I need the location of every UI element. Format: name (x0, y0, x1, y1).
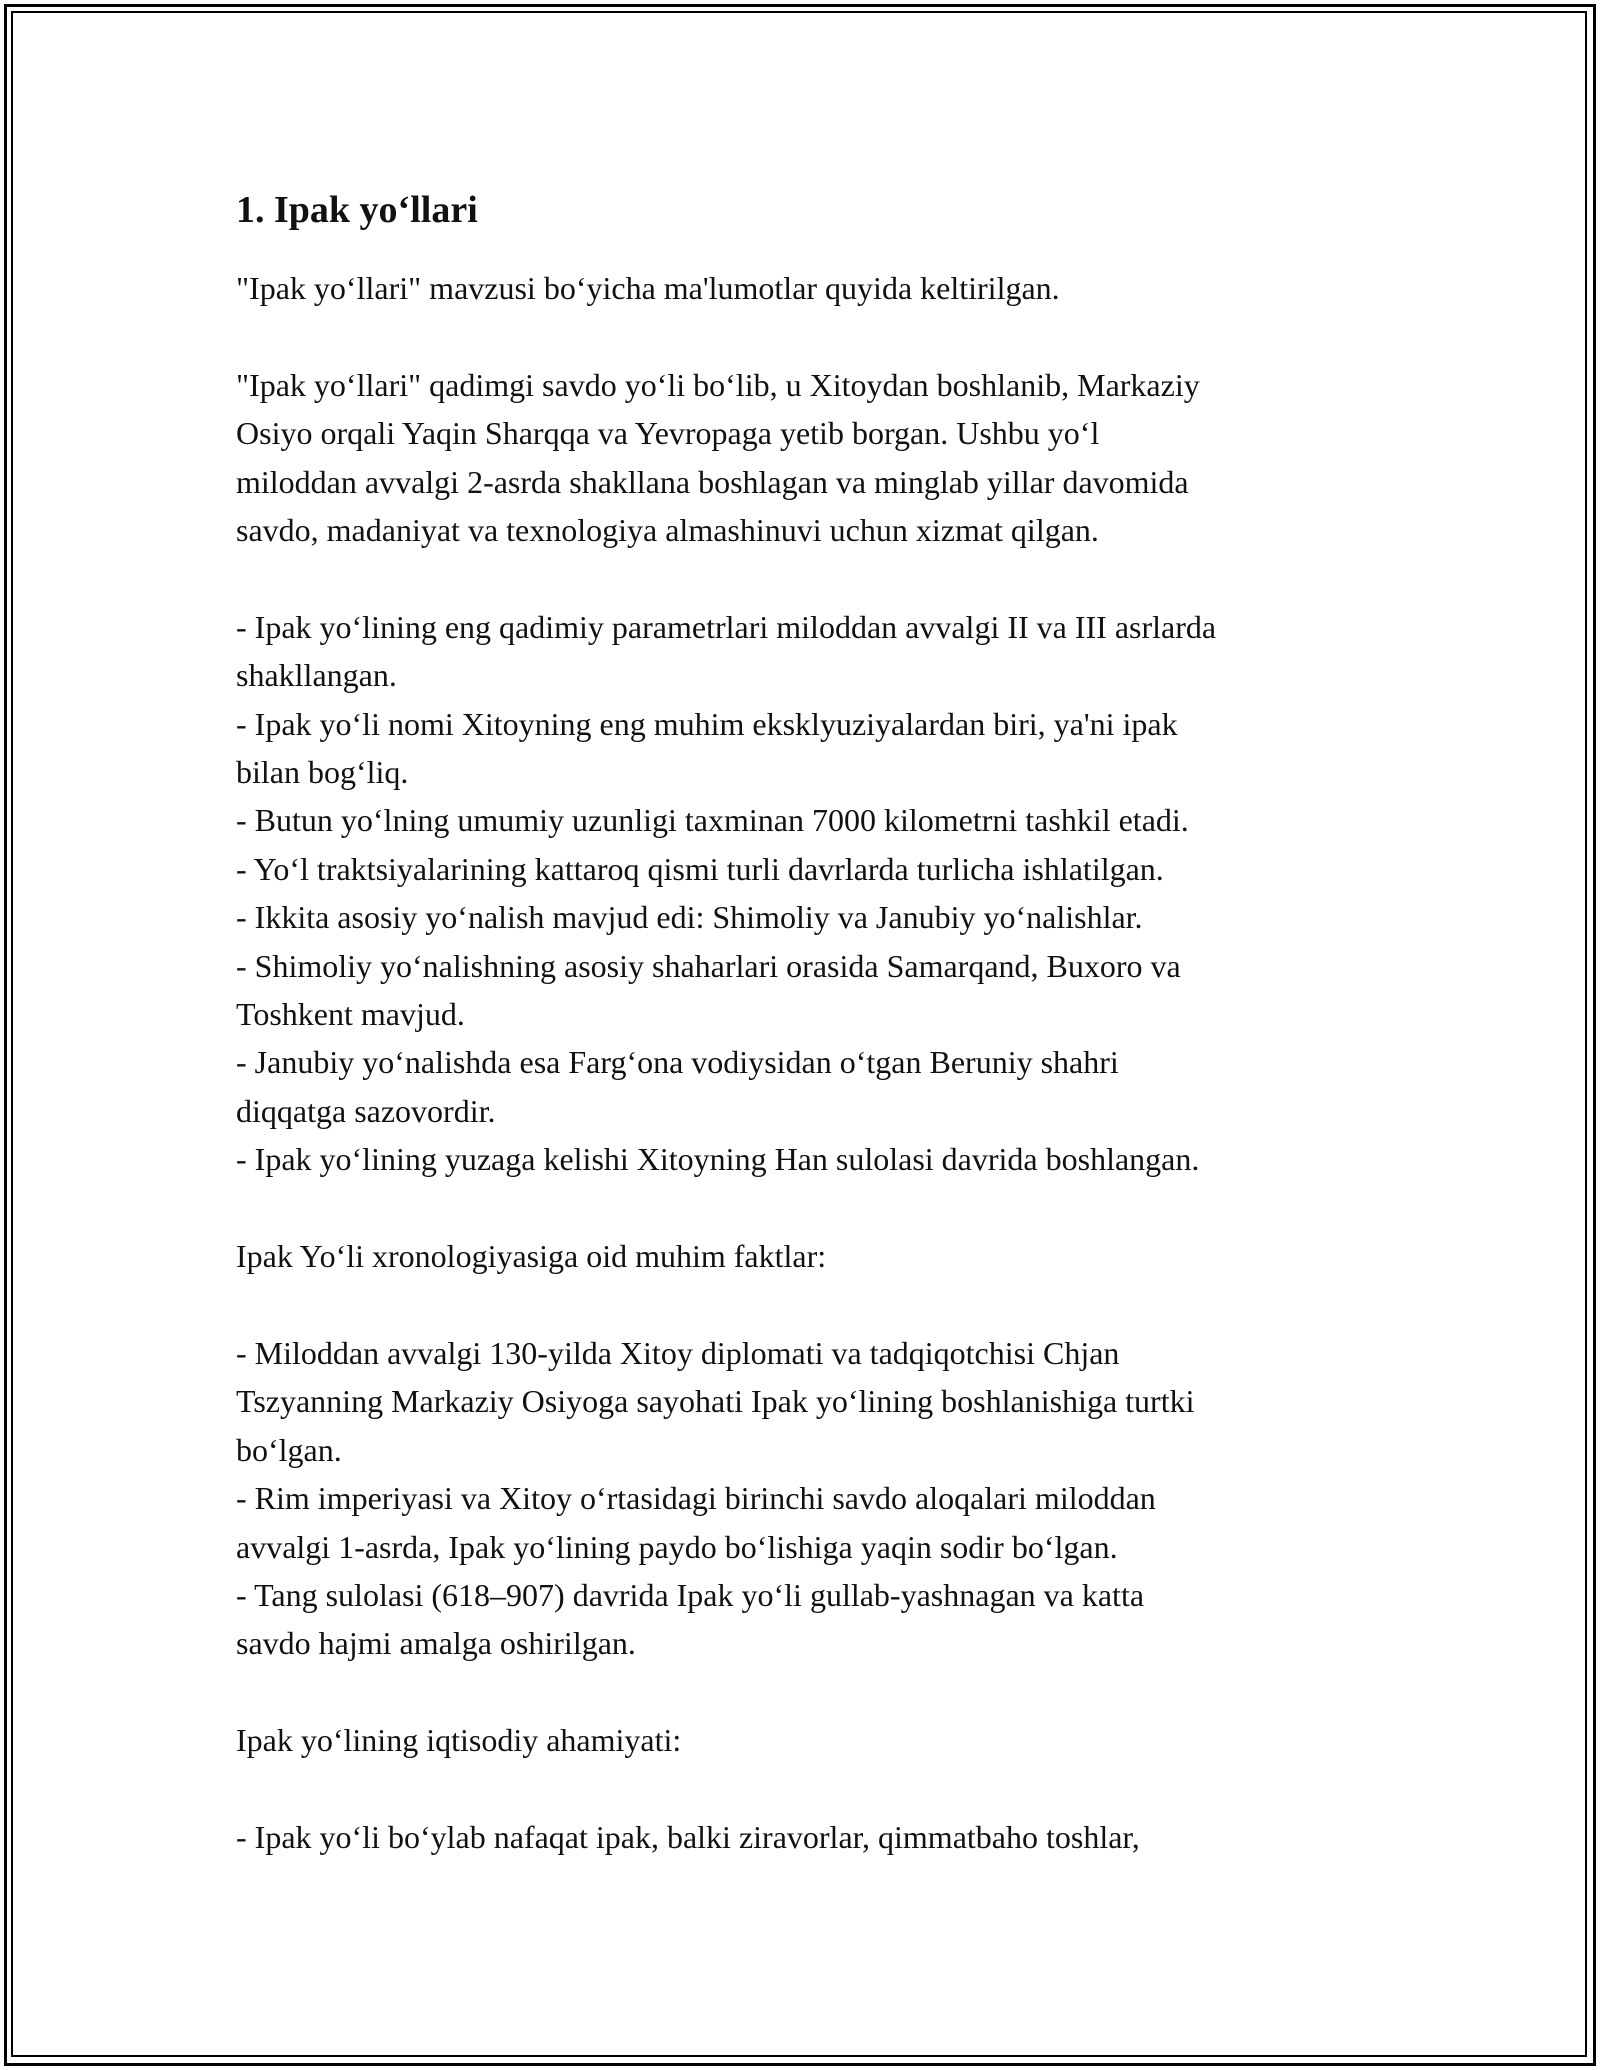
facts-list (236, 603, 1376, 1184)
list-item-line: - Yo‘l traktsiyalarining kattaroq qismi turli davrlarda turlicha ishlatilgan. (236, 850, 1164, 887)
economy-list (236, 1813, 1376, 1861)
list-item-line: diqqatga sazovordir. (236, 1092, 496, 1129)
list-item-line: - Ipak yo‘lining yuzaga kelishi Xitoyning Han sulolasi davrida boshlangan. (236, 1141, 1200, 1178)
list-item-line: Tszyanning Markaziy Osiyoga sayohati Ipak yo‘lining boshlanishiga turtki (236, 1383, 1195, 1420)
list-item-line: - Ipak yo‘lining eng qadimiy parametrlari miloddan avvalgi II va III asrlarda (236, 608, 1217, 645)
list-item-line: - Shimoliy yo‘nalishning asosiy shaharlari orasida Samarqand, Buxoro va (236, 947, 1181, 984)
paragraph-line: savdo, madaniyat va texnologiya almashinuvi uchun xizmat qilgan. (236, 512, 1099, 549)
blank-line (236, 1184, 1376, 1232)
list-item-line: - Ipak yo‘li nomi Xitoyning eng muhim eksklyuziyalardan biri, ya'ni ipak (236, 705, 1178, 742)
blank-line (236, 1765, 1376, 1813)
overview-paragraph (236, 361, 1376, 555)
list-item-line: - Butun yo‘lning umumiy uzunligi taxminan 7000 kilometrni tashkil etadi. (236, 802, 1189, 839)
chronology-title: Ipak Yo‘li xronologiyasiga oid muhim faktlar: (236, 1238, 827, 1275)
intro-sentence: "Ipak yo‘llari" mavzusi bo‘yicha ma'lumotlar quyida keltirilgan. (236, 270, 1060, 306)
blank-line (236, 554, 1376, 602)
chronology-list (236, 1329, 1376, 1668)
list-item-line: bilan bog‘liq. (236, 754, 409, 791)
list-item-line: bo‘lgan. (236, 1431, 342, 1468)
paragraph-line: Osiyo orqali Yaqin Sharqqa va Yevropaga yetib borgan. Ushbu yo‘l (236, 415, 1100, 452)
blank-line (236, 1668, 1376, 1716)
paragraph-line: miloddan avvalgi 2-asrda shakllana boshlagan va minglab yillar davomida (236, 463, 1189, 500)
paragraph-line: "Ipak yo‘llari" qadimgi savdo yo‘li bo‘lib, u Xitoydan boshlanib, Markaziy (236, 366, 1200, 403)
blank-line (236, 1280, 1376, 1328)
list-item-line: avvalgi 1-asrda, Ipak yo‘lining paydo bo‘lishiga yaqin sodir bo‘lgan. (236, 1528, 1118, 1565)
blank-line (236, 312, 1376, 360)
list-item-line: - Rim imperiyasi va Xitoy o‘rtasidagi birinchi savdo aloqalari miloddan (236, 1480, 1156, 1517)
list-item-line: - Miloddan avvalgi 130-yilda Xitoy diplomati va tadqiqotchisi Chjan (236, 1334, 1120, 1371)
document-page (236, 186, 1376, 1861)
list-item-line: - Janubiy yo‘nalishda esa Farg‘ona vodiysidan o‘tgan Beruniy shahri (236, 1044, 1119, 1081)
list-item-line: - Ipak yo‘li bo‘ylab nafaqat ipak, balki ziravorlar, qimmatbaho toshlar, (236, 1818, 1140, 1855)
section-heading: 1. Ipak yo‘llari (236, 189, 478, 231)
list-item-line: - Tang sulolasi (618–907) davrida Ipak yo‘li gullab-yashnagan va katta (236, 1576, 1145, 1613)
list-item-line: savdo hajmi amalga oshirilgan. (236, 1625, 636, 1662)
economy-title: Ipak yo‘lining iqtisodiy ahamiyati: (236, 1722, 682, 1759)
list-item-line: shakllangan. (236, 657, 397, 694)
list-item-line: Toshkent mavjud. (236, 996, 465, 1033)
list-item-line: - Ikkita asosiy yo‘nalish mavjud edi: Shimoliy va Janubiy yo‘nalishlar. (236, 899, 1143, 936)
